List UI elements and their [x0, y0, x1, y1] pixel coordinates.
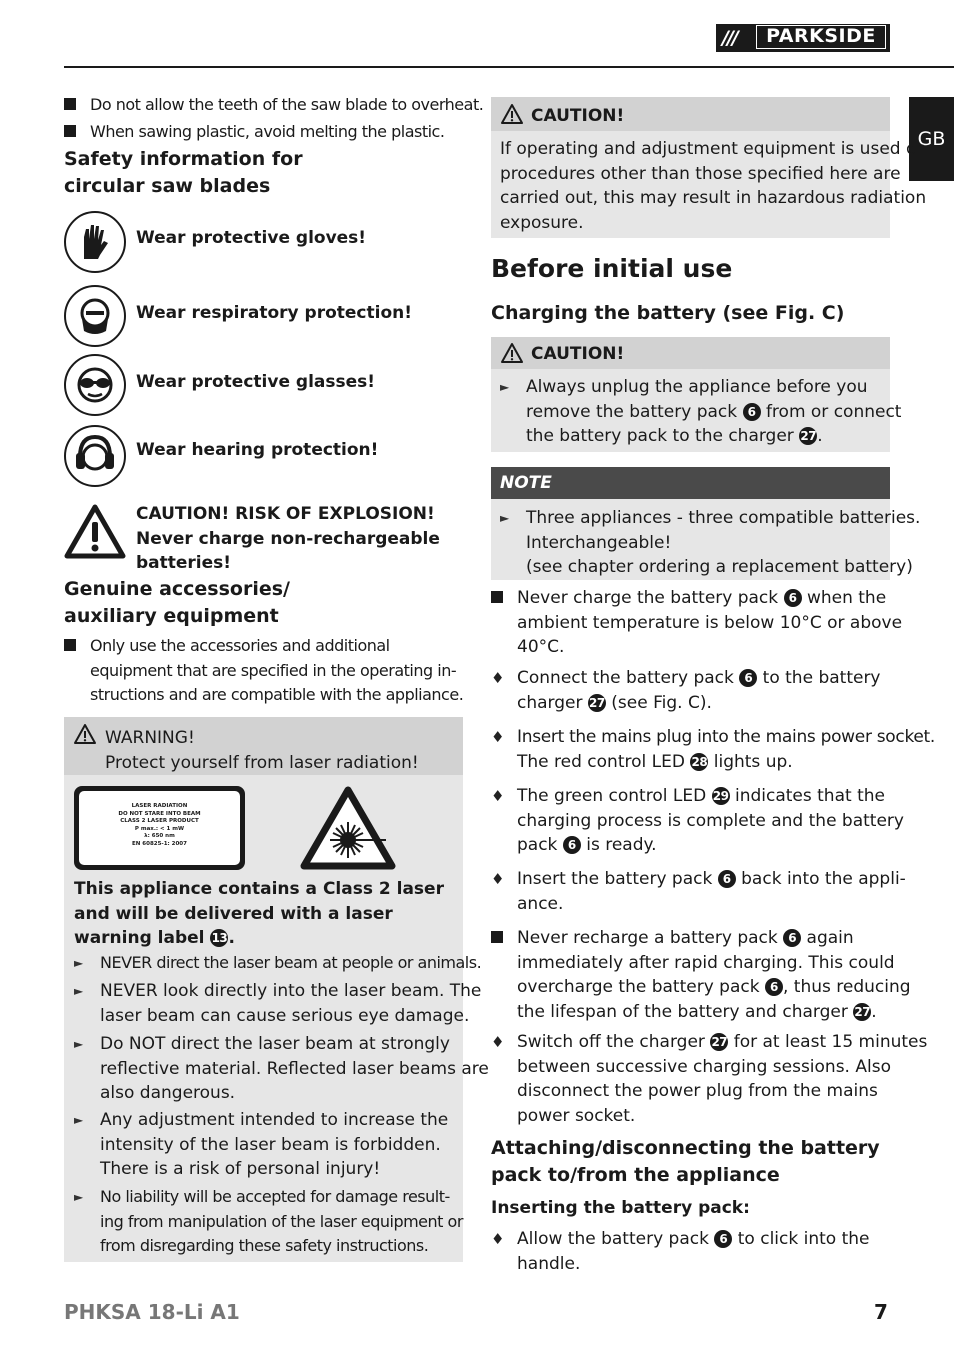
note-title: NOTE	[500, 473, 552, 493]
square-bullet-icon	[64, 125, 76, 137]
section-heading: Attaching/disconnecting the battery pack to/from the appliance	[491, 1137, 880, 1186]
ppe-label: Wear respiratory protection!	[136, 303, 412, 323]
subheading: Inserting the battery pack:	[491, 1198, 750, 1218]
section-heading: Charging the battery (see Fig. C)	[491, 302, 845, 324]
logo-text: PARKSIDE	[756, 25, 886, 49]
section-heading: Genuine accessories/ auxiliary equipment	[64, 578, 290, 627]
diamond-bullet-icon: ♦	[491, 728, 505, 746]
logo-stripes: ///	[722, 27, 737, 49]
list-item: ♦ Switch off the charger 27 for at least 15 minutes between successive charging sessions. Also disconnect the power plug from the mains power socket.	[491, 1030, 927, 1128]
list-item: When sawing plastic, avoid melting the plastic.	[64, 120, 444, 145]
arrow-bullet-icon: ►	[500, 380, 510, 394]
list-item: ♦ Insert the battery pack 6 back into the appli- ance.	[491, 867, 906, 916]
list-item: ► Any adjustment intended to increase the intensity of the laser beam is forbidden. There is a risk of personal injury!	[74, 1108, 448, 1182]
list-item: Never recharge a battery pack 6 again immediately after rapid charging. This could overcharge the battery pack 6 , thus reducing the lifespan of the battery and charger 27.	[491, 926, 911, 1024]
list-item: Only use the accessories and additional equipment that are specified in the operating in- structions and are compatible with the appliance.	[64, 634, 463, 708]
diamond-bullet-icon: ♦	[491, 1230, 505, 1248]
list-item: ♦ Insert the mains plug into the mains power socket. The red control LED 28 lights up.	[491, 725, 935, 774]
ref-number-badge: 6	[743, 403, 761, 421]
warning-triangle-icon	[73, 723, 97, 749]
ref-number-badge: 29	[712, 789, 729, 803]
laser-label-sticker: LASER RADIATION DO NOT STARE INTO BEAM CLASS 2 LASER PRODUCT P max.: < 1 mW λ: 650 nm EN 60825-1: 2007	[74, 786, 245, 870]
warning-triangle-icon	[500, 103, 524, 129]
list-item: ♦ Connect the battery pack 6 to the battery charger 27 (see Fig. C).	[491, 666, 881, 715]
list-item: Do not allow the teeth of the saw blade to overheat.	[64, 93, 483, 118]
arrow-bullet-icon: ►	[74, 1113, 84, 1127]
class2-statement: This appliance contains a Class 2 laser and will be delivered with a laser warning label 13.	[74, 879, 444, 948]
laser-hazard-icon	[300, 786, 396, 874]
caution-text: If operating and adjustment equipment is used or procedures other than those specified here are carried out, this may result in hazardous radiation exposure.	[500, 139, 927, 233]
ref-number-badge: 27	[854, 1004, 871, 1019]
square-bullet-icon	[491, 931, 503, 943]
ref-number-badge: 6	[765, 978, 783, 996]
ref-number-badge: 6	[563, 836, 581, 854]
diamond-bullet-icon: ♦	[491, 870, 505, 888]
warning-triangle-icon	[500, 342, 524, 368]
list-item: ► Do NOT direct the laser beam at strongly reflective material. Reflected laser beams are also dangerous.	[74, 1032, 489, 1106]
ref-number-badge: 6	[784, 589, 802, 607]
diamond-bullet-icon: ♦	[491, 669, 505, 687]
language-tab: GB	[909, 97, 954, 181]
list-item: ♦ The green control LED 29 indicates that the charging process is complete and the battery pack 6 is ready.	[491, 784, 904, 858]
list-item: ♦ Allow the battery pack 6 to click into the handle.	[491, 1227, 870, 1276]
square-bullet-icon	[491, 591, 503, 603]
brand-logo	[716, 24, 890, 52]
section-heading: Safety information for circular saw blades	[64, 148, 303, 197]
model-name: PHKSA 18-Li A1	[64, 1300, 240, 1324]
ref-number-badge: 6	[714, 1230, 732, 1248]
arrow-bullet-icon: ►	[74, 984, 84, 998]
square-bullet-icon	[64, 639, 76, 651]
ref-number-badge: 13	[211, 931, 228, 945]
arrow-bullet-icon: ►	[74, 956, 83, 970]
header-rule	[64, 66, 954, 68]
ref-number-badge: 27	[711, 1035, 728, 1049]
warning-triangle-icon	[64, 504, 126, 564]
ref-number-badge: 28	[691, 754, 708, 769]
list-item: ► Always unplug the appliance before you remove the battery pack 6 from or connect the battery pack to the charger 27.	[500, 375, 901, 449]
square-bullet-icon	[64, 98, 76, 110]
ppe-label: Wear protective gloves!	[136, 228, 367, 248]
ppe-label: Wear protective glasses!	[136, 372, 376, 392]
caution-title: CAUTION!	[531, 344, 625, 364]
explosion-warning: CAUTION! RISK OF EXPLOSION! Never charge non-rechargeable batteries!	[136, 504, 440, 573]
list-item: ► NEVER direct the laser beam at people or animals.	[74, 951, 481, 976]
warning-title: WARNING!	[105, 728, 195, 748]
gloves-icon	[64, 211, 126, 273]
respirator-icon	[64, 285, 126, 347]
glasses-icon	[64, 354, 126, 416]
diamond-bullet-icon: ♦	[491, 787, 505, 805]
caution-title: CAUTION!	[531, 106, 625, 126]
diamond-bullet-icon: ♦	[491, 1033, 505, 1051]
ref-number-badge: 6	[783, 929, 801, 947]
ear-protection-icon	[64, 425, 126, 487]
page-title: Before initial use	[491, 254, 733, 283]
warning-subtitle: Protect yourself from laser radiation!	[105, 753, 419, 773]
list-item: ► NEVER look directly into the laser beam. The laser beam can cause serious eye damage.	[74, 979, 481, 1028]
ppe-label: Wear hearing protection!	[136, 440, 379, 460]
ref-number-badge: 27	[800, 429, 817, 443]
list-item: ► Three appliances - three compatible batteries. Interchangeable! (see chapter ordering a replacement battery)	[500, 506, 920, 580]
ref-number-badge: 6	[739, 669, 757, 687]
ref-number-badge: 6	[718, 870, 736, 888]
arrow-bullet-icon: ►	[74, 1037, 84, 1051]
ref-number-badge: 27	[589, 695, 605, 710]
list-item: Never charge the battery pack 6 when the ambient temperature is below 10°C or above 40°C.	[491, 586, 902, 660]
arrow-bullet-icon: ►	[500, 511, 510, 525]
page-number: 7	[874, 1300, 888, 1324]
list-item: ► No liability will be accepted for damage result- ing from manipulation of the laser equipment or from disregarding these safety instructions.	[74, 1185, 463, 1259]
arrow-bullet-icon: ►	[74, 1190, 83, 1204]
